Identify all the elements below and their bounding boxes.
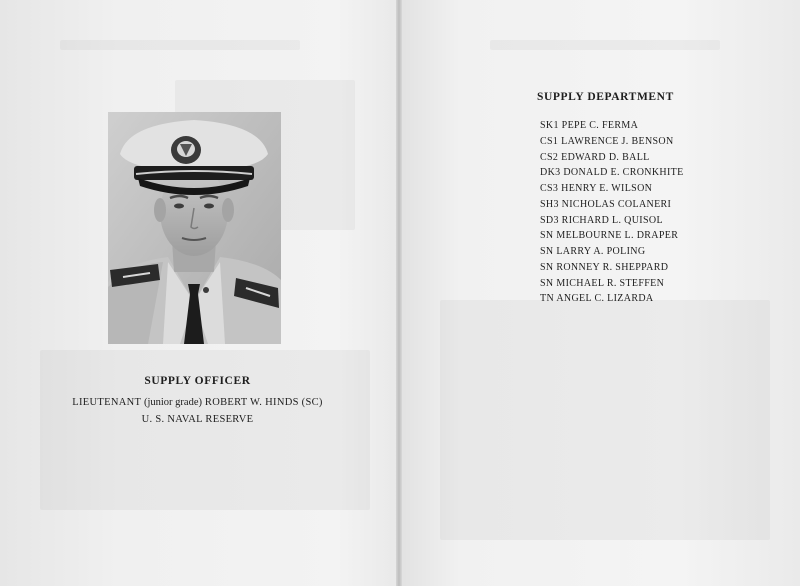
roster-entry: CS1 LAWRENCE J. BENSON bbox=[540, 135, 674, 147]
left-page bbox=[0, 0, 398, 586]
crew-roster bbox=[540, 118, 684, 307]
officer-grade: (junior grade) bbox=[143, 397, 202, 408]
roster-entry: SN LARRY A. POLING bbox=[540, 246, 646, 257]
officer-name: ROBERT W. HINDS (SC) bbox=[204, 397, 323, 408]
officer-rank: LIEUTENANT bbox=[72, 397, 142, 408]
roster-entry: DK3 DONALD E. CRONKHITE bbox=[540, 167, 684, 179]
show-through bbox=[60, 40, 300, 50]
show-through bbox=[440, 300, 770, 540]
officer-heading: SUPPLY OFFICER bbox=[144, 375, 251, 387]
roster-entry: CS2 EDWARD D. BALL bbox=[540, 151, 650, 163]
roster-entry: SN MICHAEL R. STEFFEN bbox=[540, 277, 665, 289]
roster-entry: CS3 HENRY E. WILSON bbox=[540, 183, 653, 194]
roster-entry: SN RONNEY R. SHEPPARD bbox=[540, 261, 669, 273]
book-gutter bbox=[396, 0, 402, 586]
roster-entry: SK1 PEPE C. FERMA bbox=[540, 120, 639, 131]
roster-entry: TN ANGEL C. LIZARDA bbox=[540, 293, 654, 305]
department-heading: SUPPLY DEPARTMENT bbox=[537, 91, 674, 103]
officer-caption bbox=[40, 375, 355, 431]
roster-entry: SD3 RICHARD L. QUISOL bbox=[540, 214, 663, 226]
officer-portrait bbox=[108, 112, 281, 344]
roster-entry: SH3 NICHOLAS COLANERI bbox=[540, 198, 672, 210]
officer-name-line bbox=[40, 397, 355, 408]
officer-service: U. S. NAVAL RESERVE bbox=[141, 414, 254, 425]
show-through bbox=[490, 40, 720, 50]
roster-entry: SN MELBOURNE L. DRAPER bbox=[540, 230, 679, 242]
